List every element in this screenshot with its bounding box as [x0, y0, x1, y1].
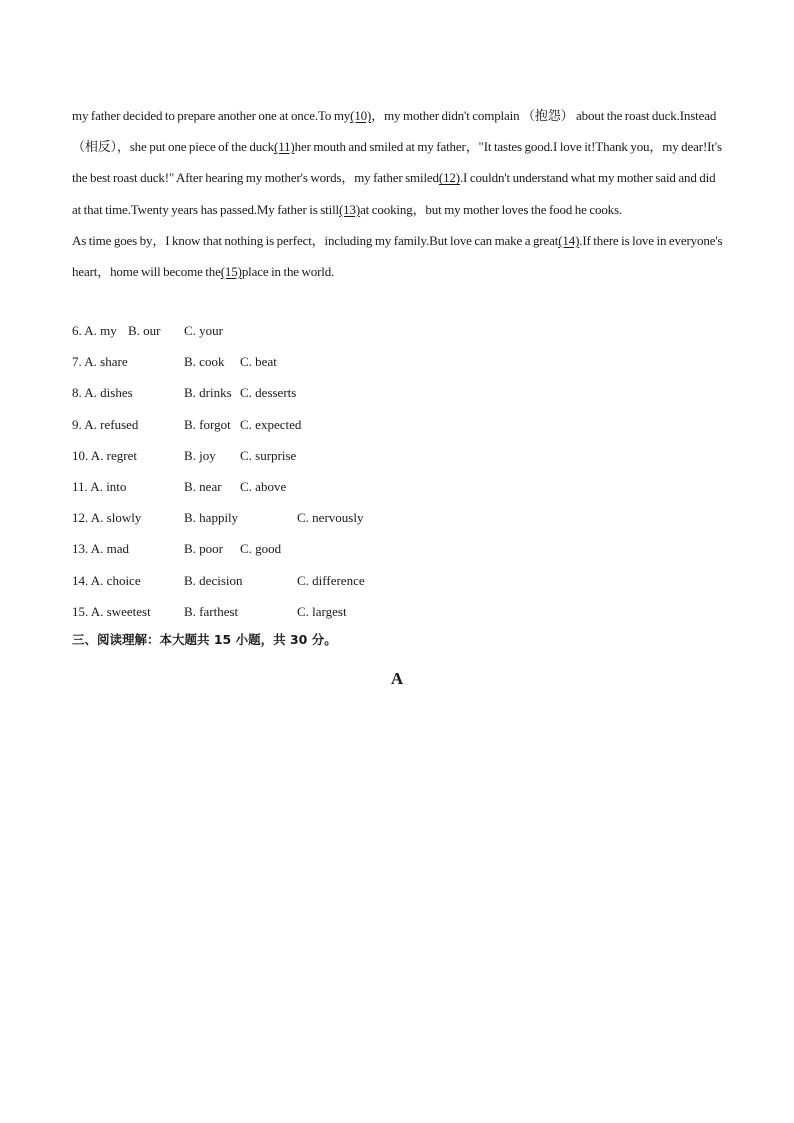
option-row: [72, 315, 672, 346]
option-row: [72, 471, 672, 502]
option-a: 9. A. refused: [72, 416, 139, 432]
option-c: C. difference: [297, 572, 365, 588]
option-c: C. largest: [297, 603, 347, 619]
option-b: B. decision: [184, 572, 243, 588]
blank-number: (13): [339, 201, 361, 217]
passage-text: ，my mother didn't complain （抱怨） about the roast duck.Instead（相反），she put one piece of the duck: [72, 108, 717, 155]
blank-number: (14): [558, 232, 580, 248]
option-b: B. cook: [184, 354, 225, 370]
option-b: B. poor: [184, 541, 223, 557]
passage-text: .I couldn't understand what my mother said and did at that time.Twenty years has passed.My father is still: [72, 170, 716, 217]
section-title: 三、阅读理解：本大题共 15 小题，共 30 分。: [72, 632, 337, 647]
option-c: C. expected: [240, 416, 302, 432]
option-row: [72, 346, 672, 377]
option-row: [72, 440, 672, 471]
option-row: [72, 409, 672, 440]
part-label: A: [390, 669, 404, 688]
option-a: 7. A. share: [72, 354, 128, 370]
option-row: [72, 596, 672, 627]
option-b: B. happily: [184, 510, 239, 526]
option-a: 12. A. slowly: [72, 510, 142, 526]
blank-number: (10): [350, 108, 372, 123]
cloze-passage: [72, 100, 727, 287]
option-a: 8. A. dishes: [72, 385, 133, 401]
option-c: C. good: [240, 541, 282, 557]
option-row: [72, 565, 672, 596]
option-a: 13. A. mad: [72, 541, 130, 557]
passage-text: .If there is love in everyone's heart，home will become the: [72, 232, 723, 280]
passage-text: my father decided to prepare another one at once.To my: [72, 108, 351, 123]
option-c: C. your: [184, 323, 223, 338]
option-c: C. desserts: [240, 385, 297, 401]
option-a: 15. A. sweetest: [72, 603, 151, 619]
option-b: B. drinks: [184, 385, 232, 401]
answer-options-list: [72, 315, 672, 627]
option-row: [72, 502, 672, 533]
passage-text: As time goes by，I know that nothing is perfect，including my family.But love can make a great: [72, 232, 559, 248]
passage-text: her mouth and smiled at my father，"It tastes good.I love it!Thank you，my dear!It's the best roast duck!" After hearing my mother's words，my father smiled: [72, 139, 722, 186]
passage-text: place in the world.: [241, 264, 335, 280]
blank-number: (15): [220, 264, 242, 280]
option-a: 10. A. regret: [72, 447, 137, 463]
option-b: B. our: [128, 323, 161, 338]
option-a: 11. A. into: [72, 478, 127, 494]
option-row: [72, 533, 672, 564]
option-a: 6. A. my: [72, 323, 117, 338]
passage-paragraph-2: [72, 225, 727, 287]
option-c: C. beat: [240, 354, 277, 370]
option-b: B. near: [184, 478, 222, 494]
option-c: C. surprise: [240, 447, 297, 463]
option-b: B. joy: [184, 447, 216, 463]
blank-number: (12): [438, 170, 460, 186]
passage-paragraph-1: [72, 100, 727, 225]
option-c: C. nervously: [297, 510, 364, 526]
option-row: [72, 377, 672, 408]
option-b: B. forgot: [184, 416, 231, 432]
option-c: C. above: [240, 478, 287, 494]
passage-text: at cooking，but my mother loves the food he cooks.: [360, 201, 623, 217]
blank-number: (11): [274, 139, 295, 155]
option-a: 14. A. choice: [72, 572, 141, 588]
option-b: B. farthest: [184, 603, 239, 619]
